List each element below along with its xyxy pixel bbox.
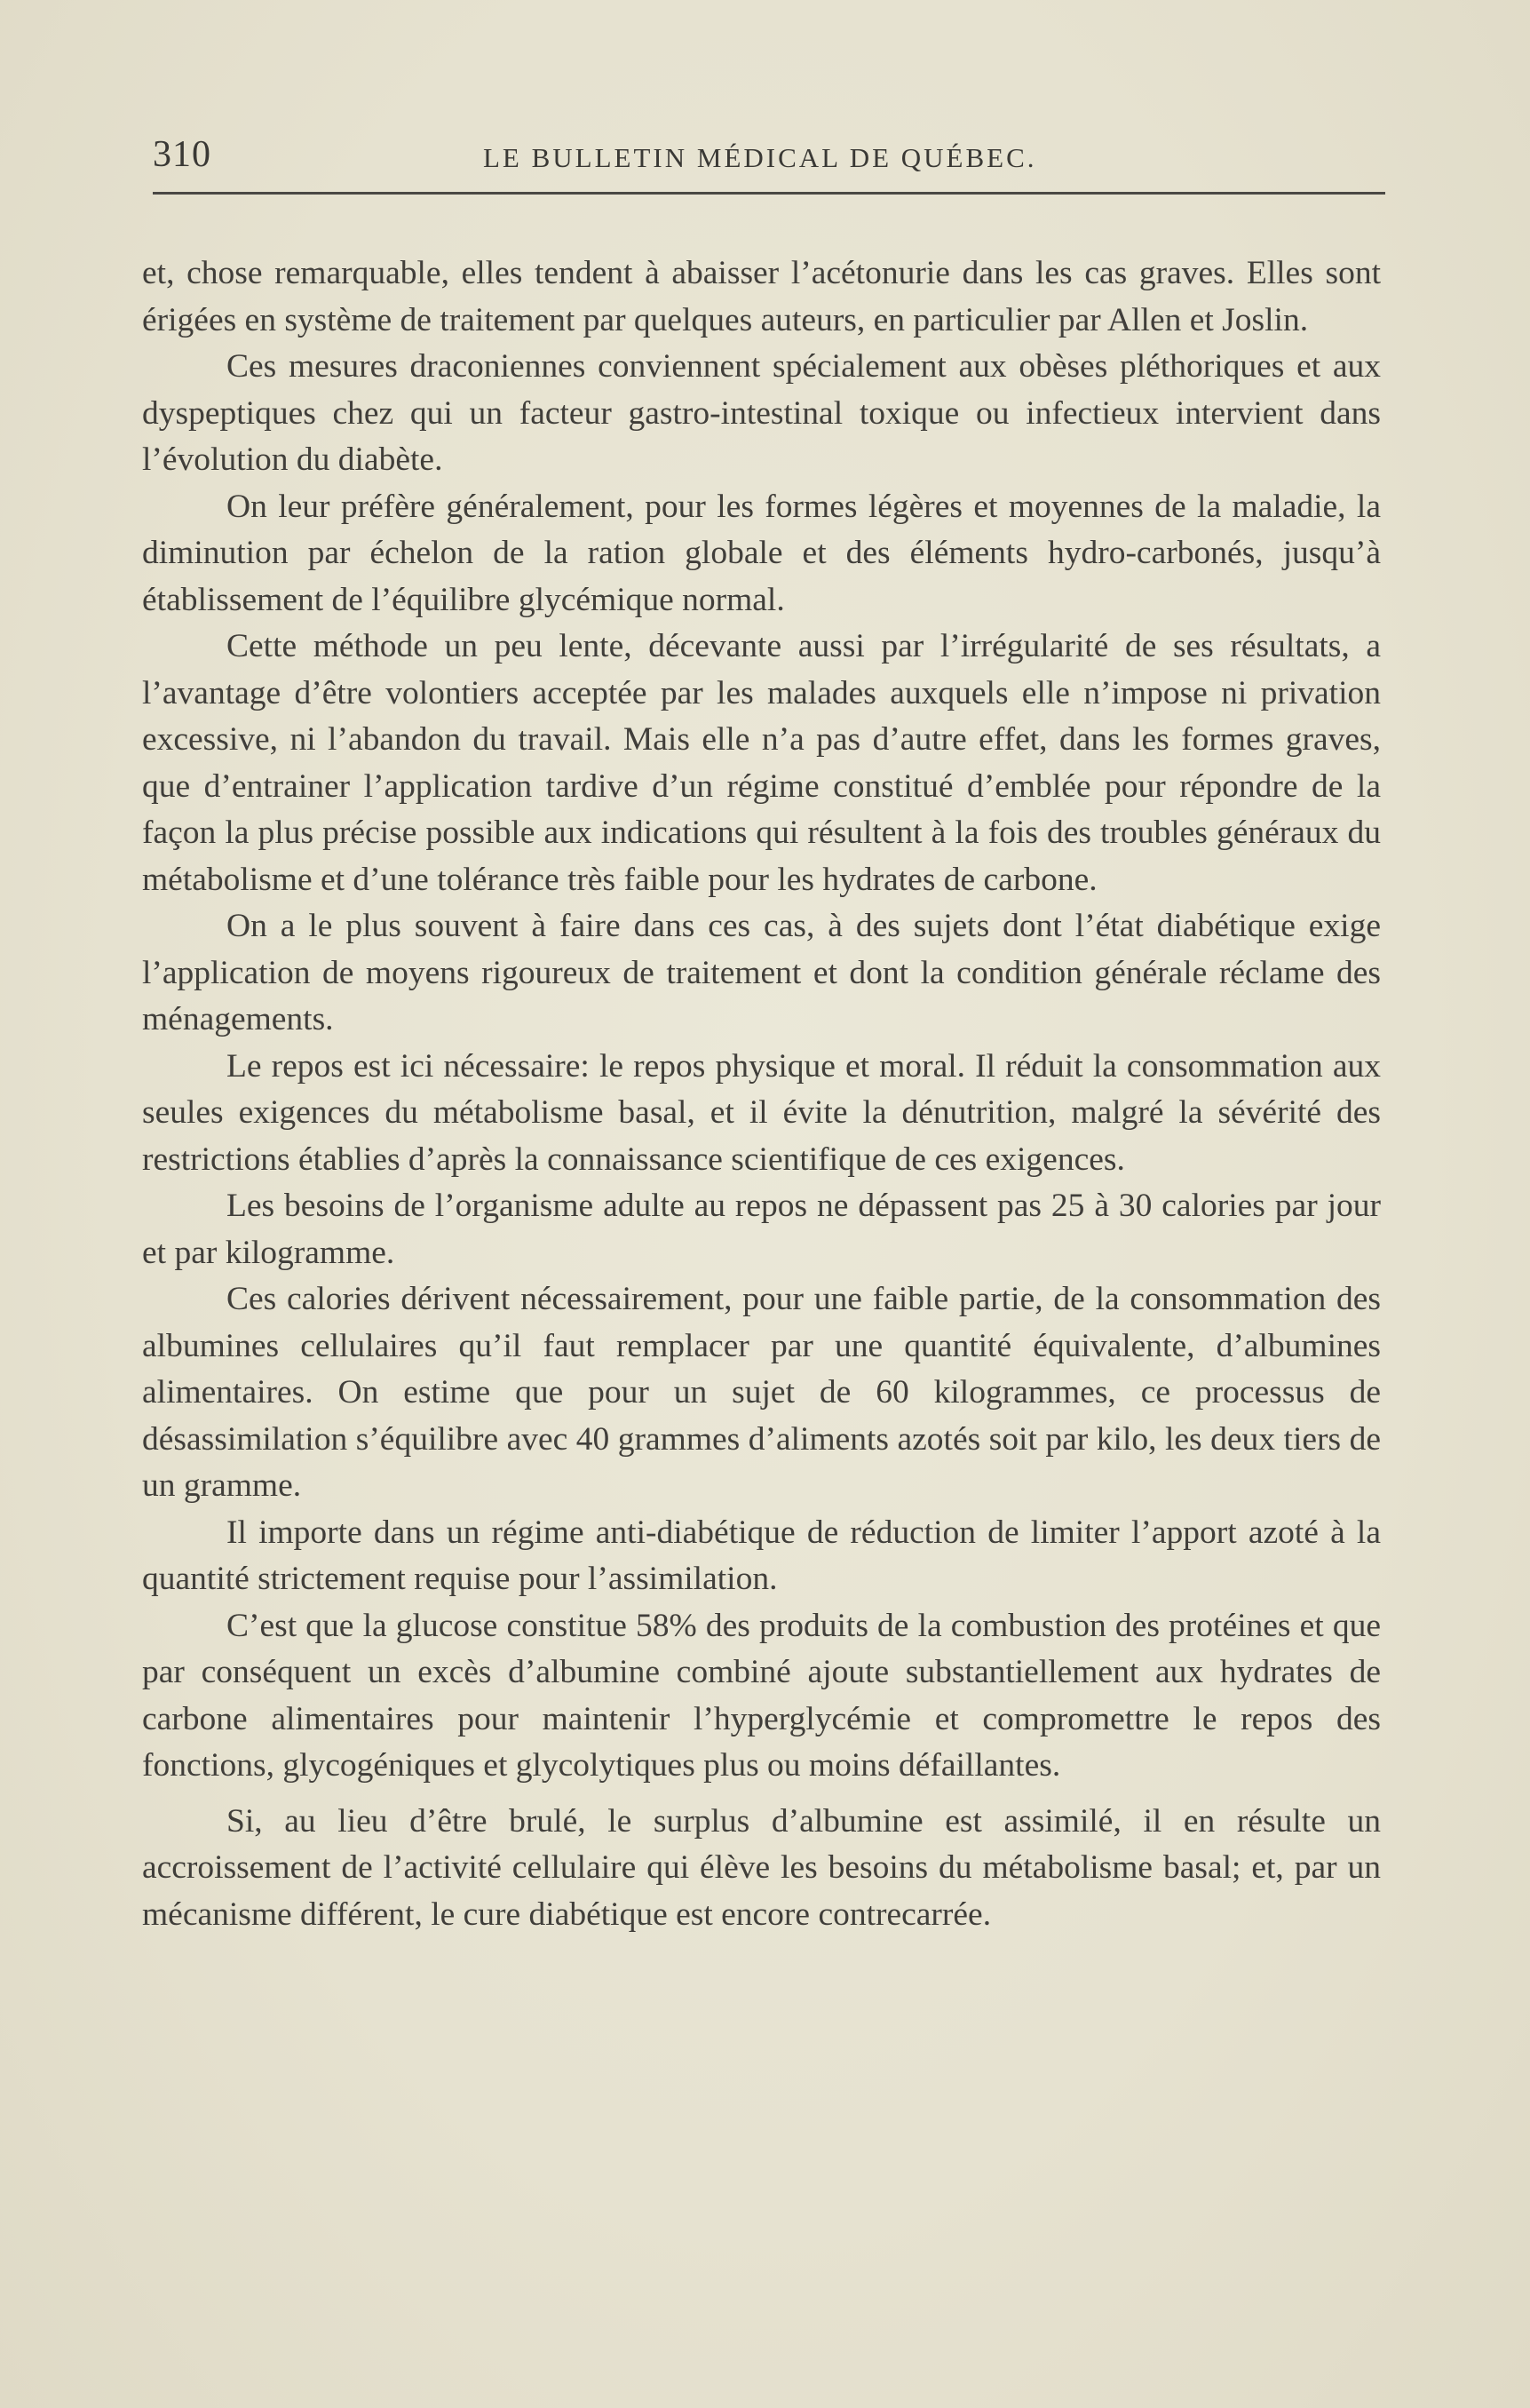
page-number: 310 <box>153 134 211 175</box>
paragraph: Les besoins de l’organisme adulte au repos ne dépassent pas 25 à 30 calories par jour et par kilogramme. <box>142 1188 1381 1271</box>
paragraph: Il importe dans un régime anti-diabétique de réduction de limiter l’apport azoté à la quantité strictement requise pour l’assimilation. <box>142 1514 1381 1597</box>
running-title: LE BULLETIN MÉDICAL DE QUÉBEC. <box>483 142 1037 173</box>
paragraph: Cette méthode un peu lente, décevante aussi par l’irrégularité de ses résultats, a l’avantage d’être volontiers acceptée par les malades auxquels elle n’impose ni privation excessive, ni l’abandon du travail. Mais elle n’a pas d’autre effet, dans les formes graves, que d’entrainer l’application tardive d’un régime constitué d’emblée pour répondre de la façon la plus précise possible aux indications qui résultent à la fois des troubles généraux du métabolisme et d’une tolérance très faible pour les hydrates de carbone. <box>142 628 1381 898</box>
paragraph: Si, au lieu d’être brulé, le surplus d’albumine est assimilé, il en résulte un accroissement de l’activité cellulaire qui élève les besoins du métabolisme basal; et, par un mécanisme différent, le cure diabétique est encore contrecarrée. <box>142 1802 1381 1933</box>
paragraph: Ces mesures draconiennes conviennent spécialement aux obèses pléthoriques et aux dyspeptiques chez qui un facteur gastro-intestinal toxique ou infectieux intervient dans l’évolution du diabète. <box>142 348 1381 478</box>
paragraph: C’est que la glucose constitue 58% des produits de la combustion des protéines et que par conséquent un excès d’albumine combiné ajoute substantiellement aux hydrates de carbone alimentaires pour maintenir l’hyperglycémie et compromettre le repos des fonctions, glycogéniques et glycolytiques plus ou moins défaillantes. <box>142 1607 1381 1784</box>
body-text <box>142 250 1381 1938</box>
header-rule <box>153 192 1385 195</box>
paragraph: Ces calories dérivent nécessairement, pour une faible partie, de la consommation des albumines cellulaires qu’il faut remplacer par une quantité équivalente, d’albumines alimentaires. On estime que pour un sujet de 60 kilogrammes, ce processus de désassimilation s’équilibre avec 40 grammes d’aliments azotés soit par kilo, les deux tiers de un gramme. <box>142 1281 1381 1504</box>
paragraph: On a le plus souvent à faire dans ces cas, à des sujets dont l’état diabétique exige l’application de moyens rigoureux de traitement et dont la condition générale réclame des ménagements. <box>142 908 1381 1037</box>
paragraph: On leur préfère généralement, pour les formes légères et moyennes de la maladie, la diminution par échelon de la ration globale et des éléments hydro-carbonés, jusqu’à établissement de l’équilibre glycémique normal. <box>142 488 1381 618</box>
paragraph: Le repos est ici nécessaire: le repos physique et moral. Il réduit la consommation aux seules exigences du métabolisme basal, et il évite la dénutrition, malgré la sévérité des restrictions établies d’après la connaissance scientifique de ces exigences. <box>142 1047 1381 1178</box>
page-header <box>153 133 1385 187</box>
paragraph: et, chose remarquable, elles tendent à abaisser l’acétonurie dans les cas graves. Elles sont érigées en système de traitement par quelques auteurs, en particulier par Allen et Joslin. <box>142 255 1381 338</box>
